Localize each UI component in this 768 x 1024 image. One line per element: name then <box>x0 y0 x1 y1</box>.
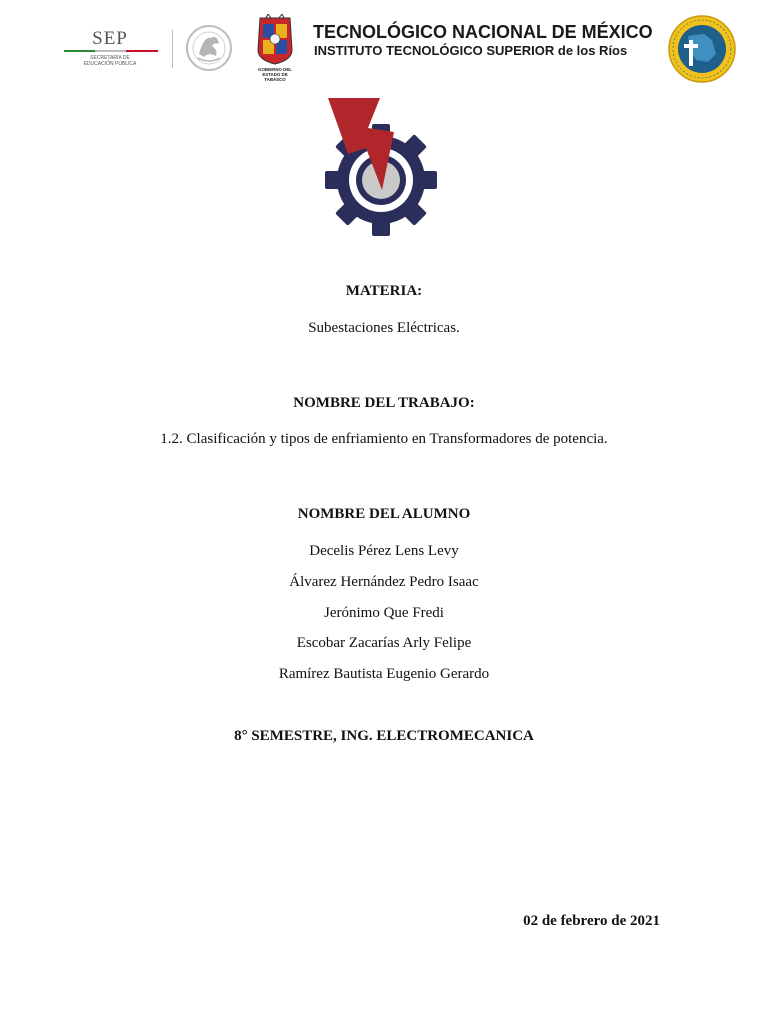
tabasco-shield-icon <box>252 14 298 82</box>
student-name: Escobar Zacarías Arly Felipe <box>296 635 472 651</box>
mexico-eagle-seal-icon <box>184 24 234 72</box>
sep-subtitle-line1: SECRETARÍA DE <box>90 55 130 61</box>
header-divider <box>172 30 173 68</box>
student-name: Álvarez Hernández Pedro Isaac <box>289 574 479 590</box>
student-name: Decelis Pérez Lens Levy <box>309 543 459 559</box>
institution-title: TECNOLÓGICO NACIONAL DE MÉXICO <box>313 22 653 42</box>
subject-label: MATERIA: <box>345 283 423 299</box>
sep-wordmark: SEP <box>92 28 128 49</box>
document-date: 02 de febrero de 2021 <box>523 913 660 929</box>
semester-career: 8° SEMESTRE, ING. ELECTROMECANICA <box>234 728 534 744</box>
institution-subtitle: INSTITUTO TECNOLÓGICO SUPERIOR de los Ríos <box>314 43 628 58</box>
itsr-seal-icon <box>666 14 738 84</box>
sep-tricolor-bar <box>64 50 158 52</box>
student-name: Ramírez Bautista Eugenio Gerardo <box>278 666 490 682</box>
sep-subtitle <box>60 55 160 67</box>
document-header <box>0 0 768 90</box>
sep-subtitle-line2: EDUCACIÓN PÚBLICA <box>83 61 137 67</box>
tabasco-caption-line1: GOBIERNO DEL <box>258 67 292 72</box>
tabasco-caption-line3: TABASCO <box>264 77 286 82</box>
work-value: 1.2. Clasificación y tipos de enfriamiento en Transformadores de potencia. <box>160 431 608 447</box>
sep-logo <box>60 28 160 70</box>
gear-lightning-logo-icon <box>318 94 444 236</box>
tabasco-caption-line2: ESTADO DE <box>262 72 288 77</box>
work-label: NOMBRE DEL TRABAJO: <box>293 395 475 411</box>
subject-value: Subestaciones Eléctricas. <box>308 320 460 336</box>
student-name: Jerónimo Que Fredi <box>324 605 444 621</box>
students-label: NOMBRE DEL ALUMNO <box>297 506 471 522</box>
